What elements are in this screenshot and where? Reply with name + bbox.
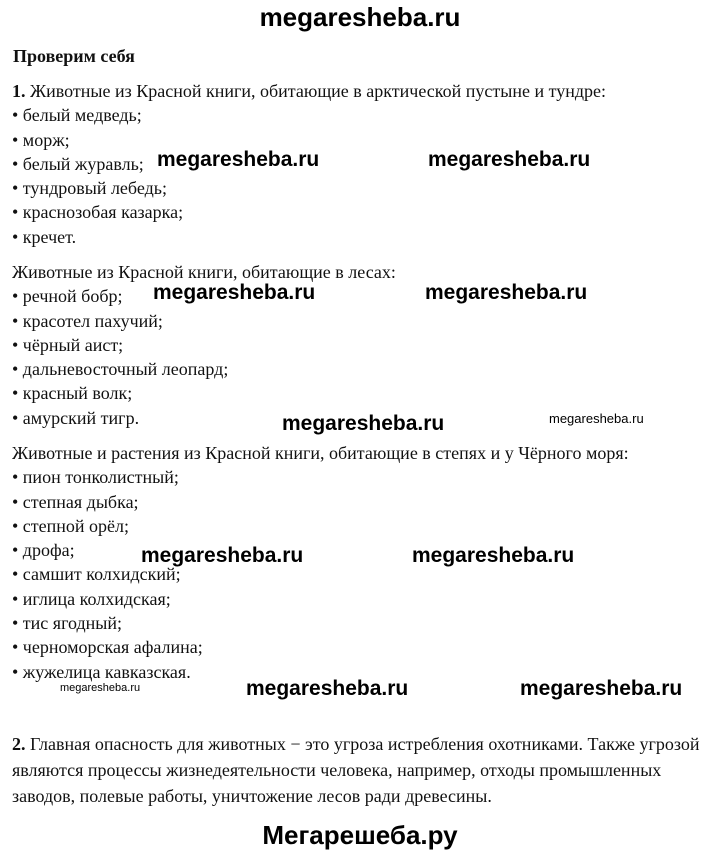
watermark: megaresheba.ru	[246, 677, 409, 700]
list-item: • тундровый лебедь;	[12, 178, 167, 199]
q1-intro: Животные из Красной книги, обитающие в арктической пустыне и тундре:	[30, 81, 606, 101]
watermark: megaresheba.ru	[425, 281, 588, 304]
watermark: megaresheba.ru	[153, 281, 316, 304]
list-item: • морж;	[12, 129, 70, 150]
watermark: megaresheba.ru	[141, 544, 304, 567]
watermark: megaresheba.ru	[282, 412, 445, 435]
list-item: • тис ягодный;	[12, 613, 123, 634]
list-item: • белый журавль;	[12, 153, 144, 174]
list-item: • степной орёл;	[12, 515, 130, 536]
list-item: • речной бобр;	[12, 286, 123, 307]
watermark: megaresheba.ru	[60, 682, 141, 694]
list-item: • чёрный аист;	[12, 334, 124, 355]
list-item: • кречет.	[12, 226, 77, 247]
watermark: megaresheba.ru	[157, 148, 320, 171]
site-header-watermark: megaresheba.ru	[259, 2, 461, 32]
q2-paragraph	[12, 731, 712, 809]
forest-intro: Животные из Красной книги, обитающие в лесах:	[12, 262, 396, 282]
list-item: • красный волк;	[12, 383, 133, 404]
q2-number: 2.	[12, 734, 26, 754]
list-item: • дальневосточный леопард;	[12, 359, 229, 380]
list-item: • амурский тигр.	[12, 407, 140, 428]
list-item: • иглица колхидская;	[12, 588, 171, 609]
list-item: • краснозобая казарка;	[12, 202, 184, 223]
list-item: • жужелица кавказская.	[12, 661, 191, 682]
q1-number: 1.	[12, 81, 26, 101]
list-item: • белый медведь;	[12, 105, 142, 126]
site-footer-watermark: Мегарешеба.ру	[262, 820, 458, 850]
list-item: • черноморская афалина;	[12, 637, 203, 658]
steppe-intro: Животные и растения из Красной книги, обитающие в степях и у Чёрного моря:	[12, 443, 629, 463]
list-item: • самшит колхидский;	[12, 564, 181, 585]
list-item: • красотел пахучий;	[12, 310, 163, 331]
list-item: • степная дыбка;	[12, 491, 139, 512]
q2-text: Главная опасность для животных − это угроза истребления охотниками. Также угрозой являются процессы жизнедеятельности человека, например, отходы промышленных заводов, полевые работы, уничтожение лесов ради древесины.	[12, 734, 700, 806]
list-item: • дрофа;	[12, 540, 75, 561]
watermark: megaresheba.ru	[412, 544, 575, 567]
watermark: megaresheba.ru	[520, 677, 683, 700]
watermark: megaresheba.ru	[549, 411, 644, 426]
list-item: • пион тонколистный;	[12, 467, 179, 488]
section-title: Проверим себя	[13, 46, 135, 66]
watermark: megaresheba.ru	[428, 148, 591, 171]
q1-intro-line	[12, 79, 606, 103]
